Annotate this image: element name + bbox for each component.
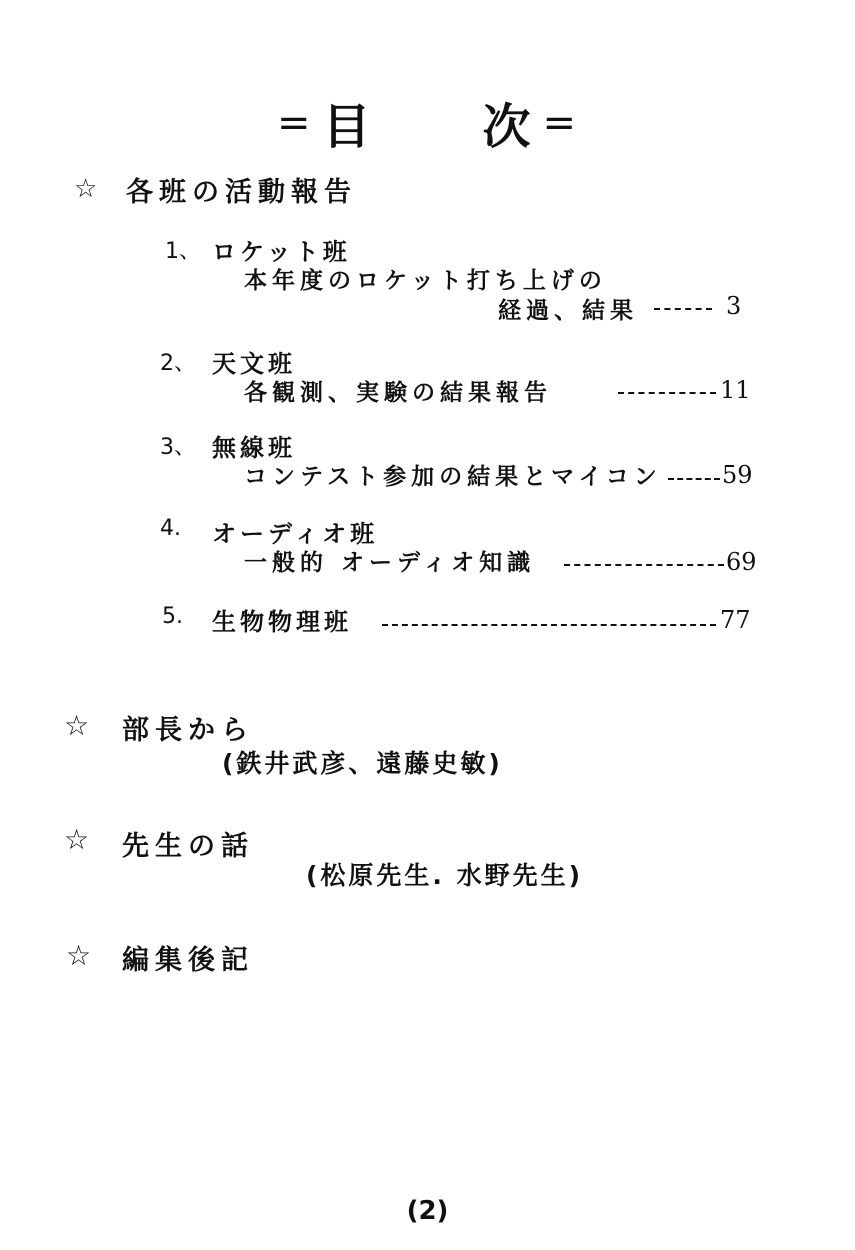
teacher-names: (松原先生. 水野先生) (306, 861, 584, 890)
star-icon: ☆ (66, 939, 92, 972)
toc-item-4-page: 69 (726, 548, 757, 576)
title-left-decoration: = (276, 99, 313, 146)
section-heading-activities: 各班の活動報告 (126, 177, 357, 208)
toc-item-4-leader (564, 562, 724, 566)
toc-item-4-title: オーディオ班 (212, 520, 379, 548)
toc-item-1-number: 1、 (165, 239, 201, 264)
toc-item-5-page: 77 (720, 606, 751, 634)
toc-item-5-title: 生物物理班 (212, 608, 352, 636)
toc-item-3-page: 59 (722, 461, 753, 489)
toc-item-4-number: 4. (160, 516, 181, 541)
section-heading-afterword: 編集後記 (122, 945, 254, 976)
toc-item-1-page: 3 (726, 292, 742, 320)
chief-names: (鉄井武彦、遠藤史敏) (222, 749, 503, 778)
toc-item-3-title: 無線班 (212, 434, 296, 462)
toc-item-1-title: ロケット班 (212, 238, 351, 266)
title-right-decoration: = (542, 99, 579, 146)
toc-item-1-leader (654, 306, 712, 310)
page-title (0, 88, 855, 157)
toc-item-2-desc-line1: 各観測、実験の結果報告 (244, 380, 552, 406)
toc-item-5-leader (382, 622, 716, 626)
toc-item-2-number: 2、 (160, 351, 196, 376)
toc-item-3-number: 3、 (160, 435, 196, 460)
title-char-2: 次 (482, 99, 533, 155)
page-number-footer: (2) (406, 1196, 449, 1226)
toc-item-1-desc-line1: 本年度のロケット打ち上げの (244, 268, 607, 294)
toc-item-3-desc-line1: コンテスト参加の結果とマイコン (244, 464, 662, 490)
star-icon: ☆ (74, 174, 98, 204)
toc-item-5-number: 5. (162, 604, 183, 629)
toc-item-2-page: 11 (720, 376, 751, 404)
toc-item-2-leader (618, 390, 716, 394)
toc-item-2-title: 天文班 (212, 350, 296, 378)
title-char-1: 目 (322, 99, 373, 155)
toc-item-3-leader (668, 476, 720, 480)
section-heading-chief: 部長から (122, 715, 254, 746)
section-heading-teachers: 先生の話 (122, 831, 254, 862)
star-icon: ☆ (64, 709, 90, 742)
star-icon: ☆ (64, 823, 90, 856)
toc-item-4-desc-line1: 一般的 オーディオ知識 (244, 550, 536, 576)
toc-item-1-desc-line2: 経過、結果 (498, 298, 638, 324)
